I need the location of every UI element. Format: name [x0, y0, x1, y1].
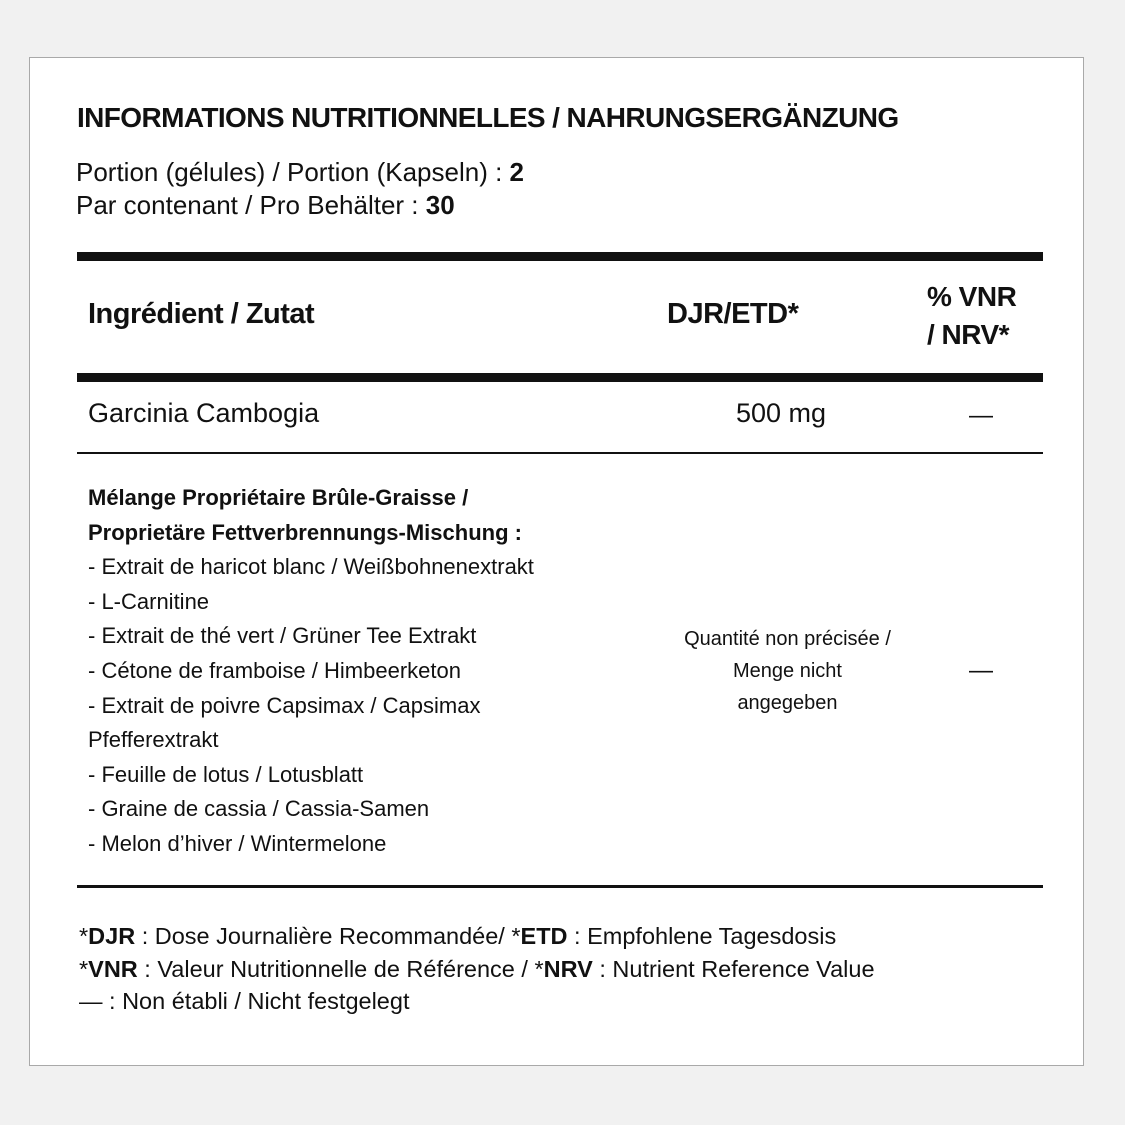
footnote-text: : Empfohlene Tagesdosis	[567, 923, 837, 949]
thin-divider-row	[77, 452, 1043, 454]
footnote-not-established: — : Non établi / Nicht festgelegt	[79, 988, 410, 1014]
blend-item: - Extrait de haricot blanc / Weißbohnenextrakt	[88, 554, 534, 580]
portion-line	[76, 156, 524, 189]
header-djr: DJR/ETD*	[667, 298, 799, 330]
serving-info	[76, 156, 524, 222]
blend-item: - Cétone de framboise / Himbeerketon	[88, 657, 461, 683]
ingredient-vnr: —	[969, 402, 993, 429]
footnote-star: *	[534, 955, 544, 982]
header-ingredient: Ingrédient / Zutat	[88, 298, 315, 330]
ingredient-amount: 500 mg	[736, 398, 827, 428]
footnote-text: : Valeur Nutritionnelle de Référence /	[137, 955, 535, 982]
footnote-vnr-nrv	[79, 953, 875, 986]
footnote-star: *	[79, 923, 89, 949]
blend-item: - Extrait de thé vert / Grüner Tee Extrakt	[88, 623, 477, 649]
blend-quantity-line: Quantité non précisée /	[684, 628, 891, 650]
thin-divider-bottom	[77, 885, 1043, 888]
ingredient-name: Garcinia Cambogia	[88, 398, 320, 428]
footnote-abbr-djr: DJR	[88, 923, 136, 949]
footnote-abbr-vnr: VNR	[88, 955, 138, 982]
container-value: 30	[425, 190, 455, 220]
footnote-star: *	[511, 923, 521, 949]
footnote-text: : Nutrient Reference Value	[592, 955, 875, 982]
blend-quantity	[650, 623, 925, 719]
blend-quantity-line: angegeben	[737, 692, 838, 714]
header-vnr	[927, 278, 1016, 354]
footnote-djr-etd	[79, 920, 875, 953]
nutrition-label-panel	[29, 57, 1084, 1066]
blend-quantity-line: Menge nicht	[733, 660, 842, 682]
footnote-text: : Dose Journalière Recommandée/	[135, 923, 512, 949]
thick-divider-top	[77, 252, 1043, 261]
blend-vnr: —	[969, 657, 993, 684]
footnotes	[79, 920, 875, 1018]
thick-divider-header	[77, 373, 1043, 382]
footnote-abbr-etd: ETD	[520, 923, 568, 949]
label-title: INFORMATIONS NUTRITIONNELLES / NAHRUNGSERGÄNZUNG	[77, 102, 899, 133]
container-line	[76, 189, 524, 222]
portion-label: Portion (gélules) / Portion (Kapseln) :	[76, 157, 510, 187]
blend-item: Pfefferextrakt	[88, 727, 219, 753]
container-label: Par contenant / Pro Behälter :	[76, 190, 426, 220]
blend-heading-line1: Mélange Propriétaire Brûle-Graisse /	[88, 485, 469, 510]
proprietary-blend	[88, 481, 648, 862]
footnote-abbr-nrv: NRV	[543, 955, 593, 982]
portion-value: 2	[509, 157, 525, 187]
blend-item: - Melon d’hiver / Wintermelone	[88, 830, 387, 856]
blend-item: - L-Carnitine	[88, 588, 210, 614]
blend-item: - Extrait de poivre Capsimax / Capsimax	[88, 692, 481, 718]
blend-heading-line2: Proprietäre Fettverbrennungs-Mischung :	[88, 519, 522, 545]
header-vnr-line1: % VNR	[927, 281, 1017, 312]
blend-item: - Graine de cassia / Cassia-Samen	[88, 796, 430, 822]
footnote-star: *	[79, 955, 89, 982]
blend-item: - Feuille de lotus / Lotusblatt	[88, 761, 364, 787]
header-vnr-line2: / NRV*	[927, 319, 1010, 350]
